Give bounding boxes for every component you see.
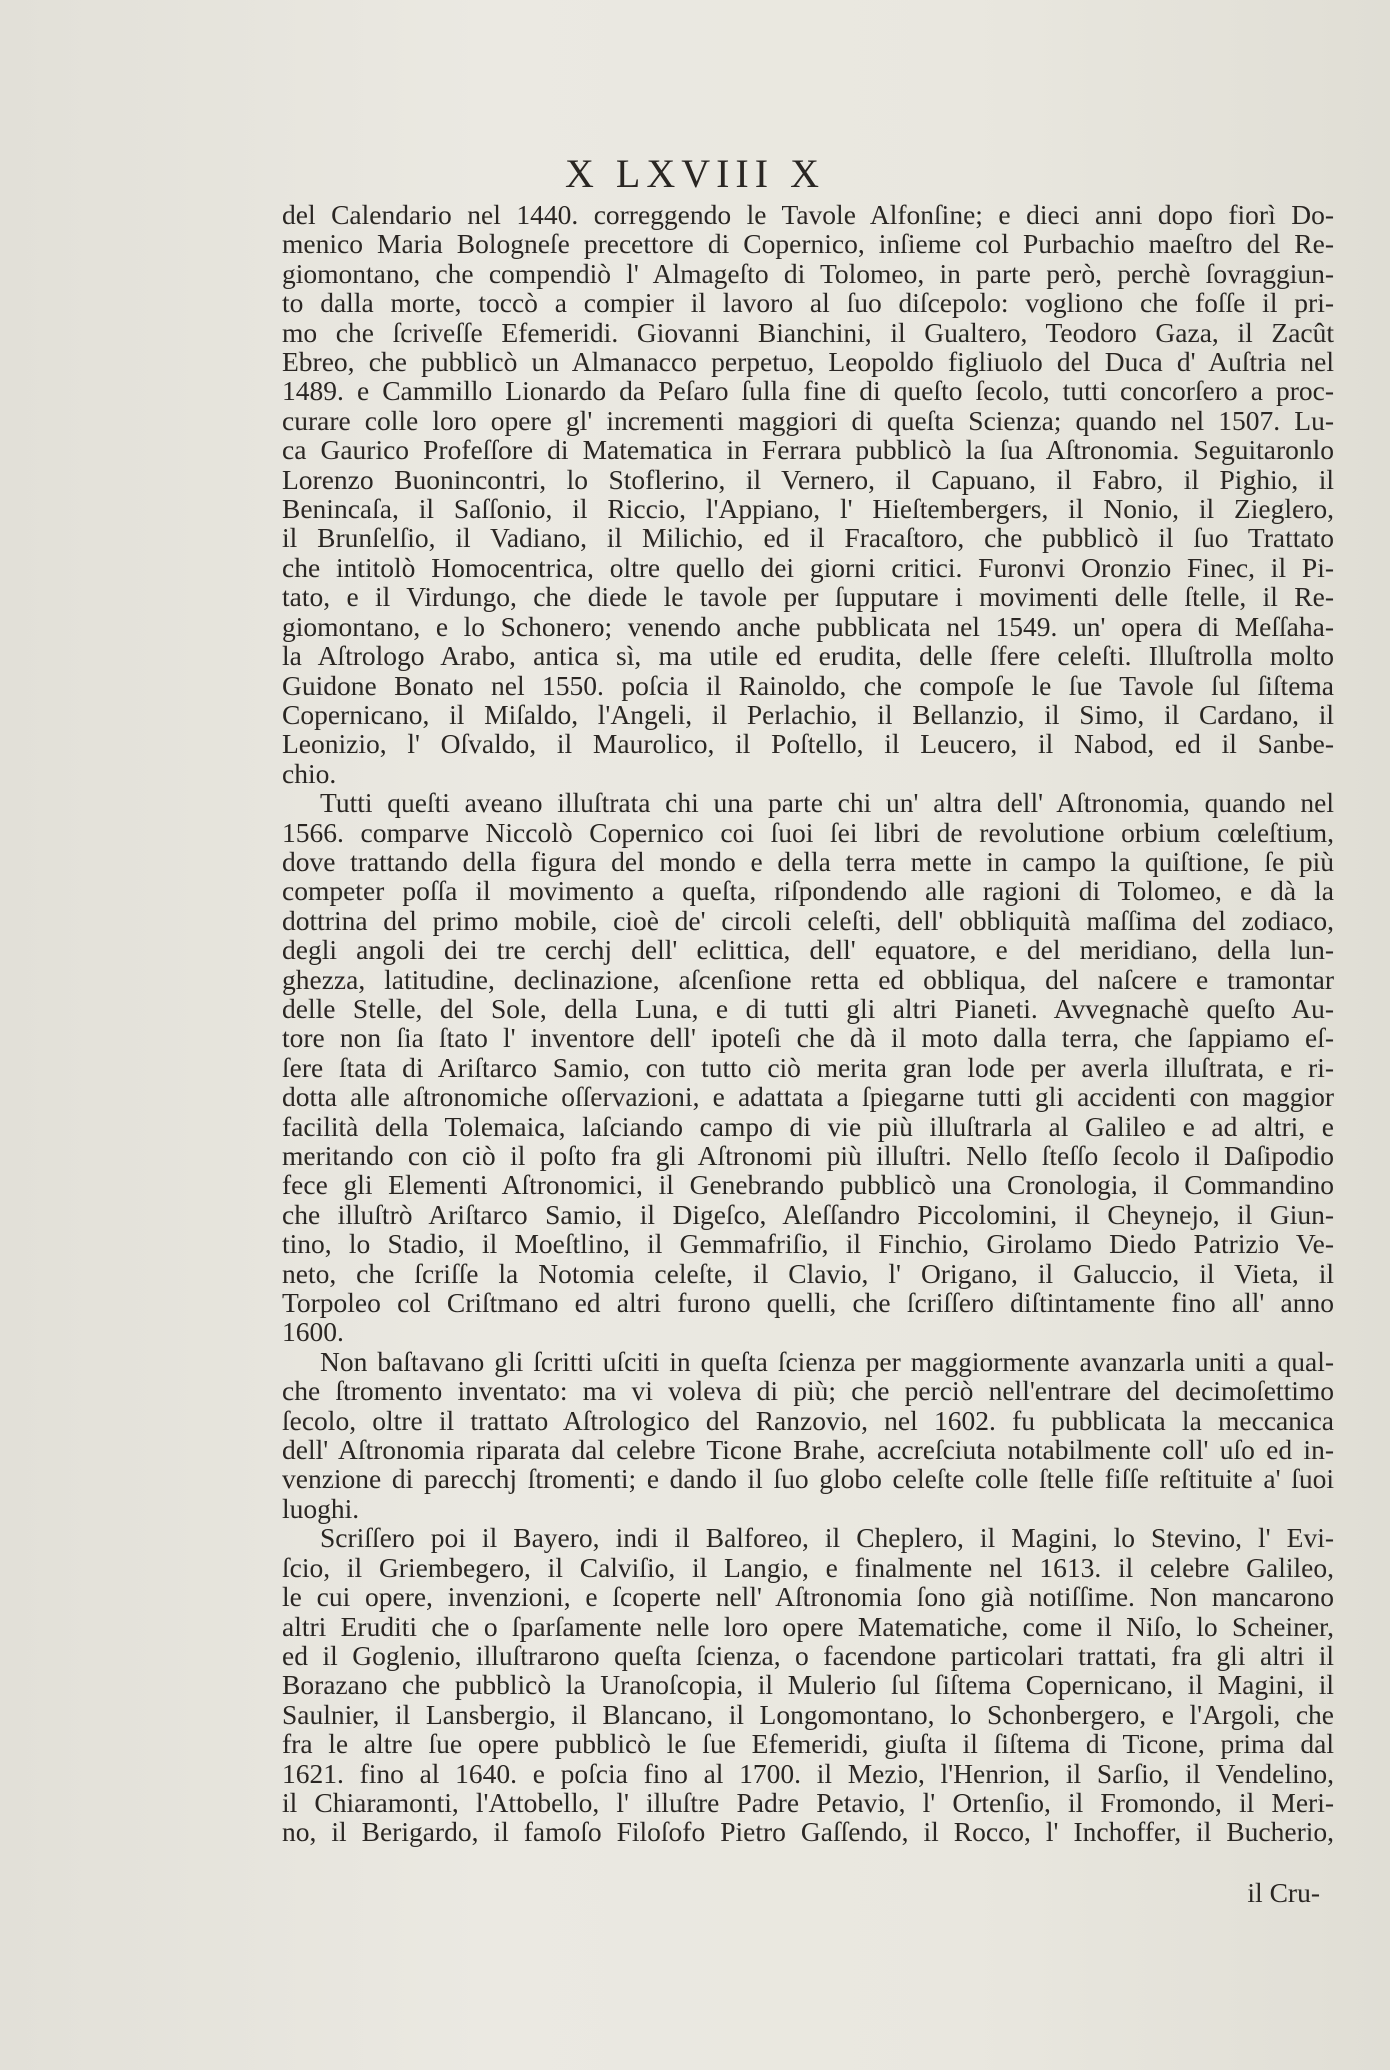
text-line: 1600. bbox=[282, 1316, 344, 1348]
text-line: che intitolò Homocentrica, oltre quello dei giorni critici. Furonvi Oronzio Finec, il Pi- bbox=[282, 551, 1334, 583]
text-line: competer poſſa il movimento a queſta, riſpondendo alle ragioni di Tolomeo, e dà la bbox=[282, 875, 1334, 907]
text-line: tino, lo Stadio, il Moeſtlino, il Gemmafriſio, il Finchio, Girolamo Diedo Patrizio Ve- bbox=[282, 1228, 1334, 1260]
text-line: la Aſtrologo Arabo, antica sì, ma utile ed erudita, delle ſfere celeſti. Illuſtrolla molto bbox=[282, 640, 1334, 672]
text-line: Lorenzo Buonincontri, lo Stoflerino, il Vernero, il Capuano, il Fabro, il Pighio, il bbox=[282, 463, 1334, 495]
text-line: meritando con ciò il poſto fra gli Aſtronomi più illuſtri. Nello ſteſſo ſecolo il Daſipodio bbox=[282, 1140, 1334, 1171]
text-line: Leonizio, l' Oſvaldo, il Maurolico, il Poſtello, il Leucero, il Nabod, ed il Sanbe- bbox=[282, 728, 1334, 760]
text-line: ca Gaurico Profeſſore di Matematica in Ferrara pubblicò la ſua Aſtronomia. Seguitaronlo bbox=[282, 434, 1334, 466]
text-line: degli angoli dei tre cerchj dell' eclittica, dell' equatore, e del meridiano, della lun- bbox=[282, 934, 1334, 966]
text-line: menico Maria Bologneſe precettore di Copernico, inſieme col Purbachio maeſtro del Re- bbox=[282, 228, 1334, 260]
text-line: Benincaſa, il Saſſonio, il Riccio, l'Appiano, l' Hieſtembergers, il Nonio, il Zieglero, bbox=[282, 493, 1334, 525]
text-line: 1621. fino al 1640. e poſcia fino al 1700. il Mezio, l'Henrion, il Sarſio, il Vendelino, bbox=[282, 1757, 1334, 1789]
text-line: dell' Aſtronomia riparata dal celebre Ticone Brahe, accreſciuta notabilmente coll' uſo ed in- bbox=[282, 1434, 1334, 1466]
text-line: le cui opere, invenzioni, e ſcoperte nell' Aſtronomia ſono già notiſſime. Non mancarono bbox=[282, 1581, 1334, 1613]
text-line: tore non ſia ſtato l' inventore dell' ipoteſi che dà il moto dalla terra, che ſappiamo eſ- bbox=[282, 1022, 1334, 1054]
text-line: ghezza, latitudine, declinazione, aſcenſione retta ed obbliqua, del naſcere e tramontar bbox=[282, 963, 1334, 995]
text-line: venzione di parecchj ſtromenti; e dando il ſuo globo celeſte colle ſtelle fiſſe reſtituite a' ſuoi bbox=[282, 1463, 1334, 1495]
text-line: giomontano, che compendiò l' Almageſto di Tolomeo, in parte però, perchè ſovraggiun- bbox=[282, 257, 1334, 289]
text-line: dottrina del primo mobile, cioè de' circoli celeſti, dell' obbliquità maſſima del zodiaco, bbox=[282, 904, 1334, 936]
text-line: Non baſtavano gli ſcritti uſciti in queſta ſcienza per maggiormente avanzarla uniti a qual- bbox=[320, 1345, 1334, 1377]
page-header: X LXVIII X bbox=[565, 151, 825, 196]
text-line: Borazano che pubblicò la Uranoſcopia, il Mulerio ſul ſiſtema Copernicano, il Magini, il bbox=[282, 1669, 1334, 1701]
text-line: Tutti queſti aveano illuſtrata chi una parte chi un' altra dell' Aſtronomia, quando nel bbox=[320, 787, 1334, 819]
text-line: fece gli Elementi Aſtronomici, il Genebrando pubblicò una Cronologia, il Commandino bbox=[282, 1169, 1334, 1201]
text-line: no, il Berigardo, il famoſo Filoſofo Pietro Gaſſendo, il Rocco, l' Inchoffer, il Bucherio, bbox=[282, 1816, 1334, 1848]
text-line: ſere ſtata di Ariſtarco Samio, con tutto ciò merita gran lode per averla illuſtrata, e ri- bbox=[282, 1051, 1334, 1083]
text-line: chio. bbox=[282, 757, 337, 789]
text-body bbox=[282, 200, 1334, 1847]
text-line: tato, e il Virdungo, che diede le tavole per ſupputare i movimenti delle ſtelle, il Re- bbox=[282, 581, 1334, 613]
text-line: fra le altre ſue opere pubblicò le ſue Efemeridi, giuſta il ſiſtema di Ticone, prima dal bbox=[282, 1728, 1334, 1760]
text-line: del Calendario nel 1440. correggendo le Tavole Alfonſine; e dieci anni dopo fiorì Do- bbox=[282, 199, 1334, 230]
text-line: il Chiaramonti, l'Attobello, l' illuſtre Padre Petavio, l' Ortenſio, il Fromondo, il Meri- bbox=[282, 1786, 1334, 1818]
text-line: che illuſtrò Ariſtarco Samio, il Digeſco, Aleſſandro Piccolomini, il Cheynejo, il Giun- bbox=[282, 1198, 1334, 1230]
text-line: altri Eruditi che o ſparſamente nelle loro opere Matematiche, come il Niſo, lo Scheiner, bbox=[282, 1610, 1334, 1642]
text-line: Saulnier, il Lansbergio, il Blancano, il Longomontano, lo Schonbergero, e l'Argoli, che bbox=[282, 1698, 1334, 1730]
text-line: to dalla morte, toccò a compier il lavoro al ſuo diſcepolo: vogliono che foſſe il pri- bbox=[282, 287, 1334, 319]
catchword: il Cru- bbox=[1247, 1877, 1320, 1908]
text-line: che ſtromento inventato: ma vi voleva di più; che perciò nell'entrare del decimoſettimo bbox=[282, 1375, 1334, 1407]
text-line: dotta alle aſtronomiche oſſervazioni, e adattata a ſpiegarne tutti gli accidenti con maggior bbox=[282, 1081, 1334, 1113]
text-line: Ebreo, che pubblicò un Almanacco perpetuo, Leopoldo figliuolo del Duca d' Auſtria nel bbox=[282, 346, 1334, 378]
text-line: delle Stelle, del Sole, della Luna, e di tutti gli altri Pianeti. Avvegnachè queſto Au- bbox=[282, 992, 1334, 1024]
text-line: Torpoleo col Criſtmano ed altri furono quelli, che ſcriſſero diſtintamente fino all' anno bbox=[282, 1287, 1334, 1319]
text-line: dove trattando della figura del mondo e della terra mette in campo la quiſtione, ſe più bbox=[282, 845, 1334, 877]
text-line: ed il Goglenio, illuſtrarono queſta ſcienza, o facendone particolari trattati, fra gli altri il bbox=[282, 1639, 1334, 1671]
text-line: il Brunſelſio, il Vadiano, il Milichio, ed il Fracaſtoro, che pubblicò il ſuo Trattato bbox=[282, 522, 1334, 554]
text-line: ſcio, il Griembegero, il Calviſio, il Langio, e finalmente nel 1613. il celebre Galileo, bbox=[282, 1551, 1334, 1583]
text-line: Copernicano, il Miſaldo, l'Angeli, il Perlachio, il Bellanzio, il Simo, il Cardano, il bbox=[282, 698, 1334, 730]
text-line: facilità della Tolemaica, laſciando campo di vie più illuſtrarla al Galileo e ad altri, e bbox=[282, 1110, 1334, 1142]
text-line: Guidone Bonato nel 1550. poſcia il Rainoldo, che compoſe le ſue Tavole ſul ſiſtema bbox=[282, 669, 1334, 701]
text-line: 1489. e Cammillo Lionardo da Peſaro ſulla fine di queſto ſecolo, tutti concorſero a proc- bbox=[282, 375, 1334, 407]
text-line: neto, che ſcriſſe la Notomia celeſte, il Clavio, l' Origano, il Galuccio, il Vieta, il bbox=[282, 1257, 1334, 1289]
text-line: ſecolo, oltre il trattato Aſtrologico del Ranzovio, nel 1602. fu pubblicata la meccanica bbox=[282, 1404, 1334, 1436]
text-line: curare colle loro opere gl' incrementi maggiori di queſta Scienza; quando nel 1507. Lu- bbox=[282, 404, 1334, 436]
text-line: 1566. comparve Niccolò Copernico coi ſuoi ſei libri de revolutione orbium cœleſtium, bbox=[282, 816, 1334, 848]
text-line: giomontano, e lo Schonero; venendo anche pubblicata nel 1549. un' opera di Meſſaha- bbox=[282, 610, 1334, 642]
text-line: mo che ſcriveſſe Efemeridi. Giovanni Bianchini, il Gualtero, Teodoro Gaza, il Zacût bbox=[282, 316, 1334, 348]
text-line: luoghi. bbox=[282, 1492, 360, 1524]
text-line: Scriſſero poi il Bayero, indi il Balforeo, il Cheplero, il Magini, lo Stevino, l' Evi- bbox=[320, 1522, 1334, 1554]
